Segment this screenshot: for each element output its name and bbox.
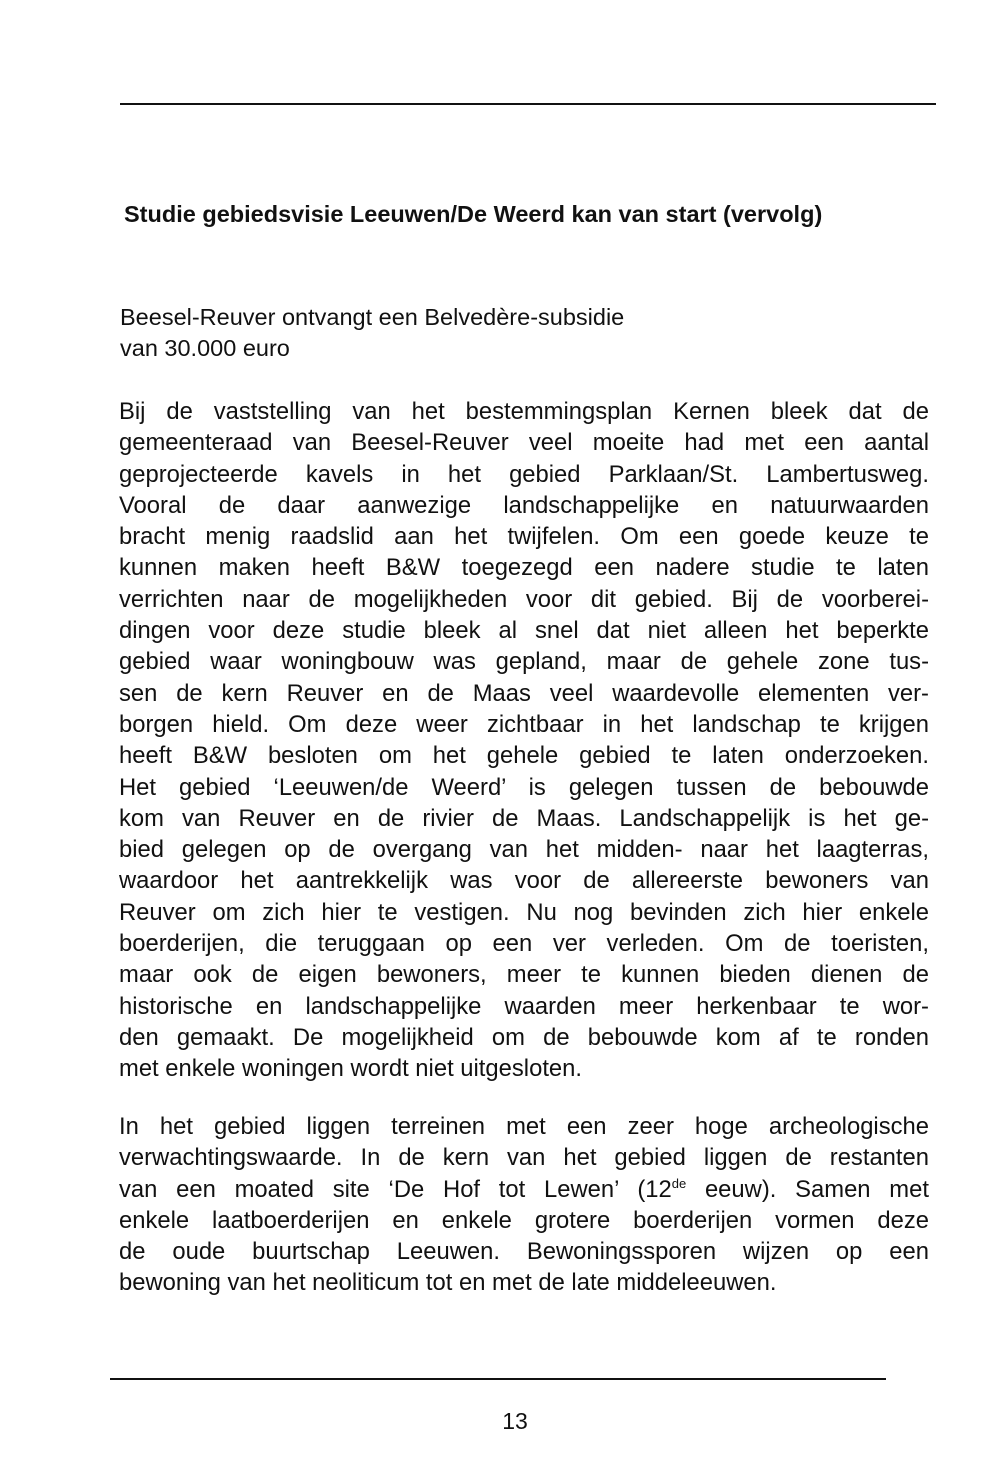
text-line: sen de kern Reuver en de Maas veel waardevolle elementen ver- — [119, 679, 929, 707]
text-line: waardoor het aantrekkelijk was voor de allereerste bewoners van — [119, 867, 929, 895]
text-fragment: eeuw). Samen met — [686, 1175, 929, 1203]
text-line: Bij de vaststelling van het bestemmingsplan Kernen bleek dat de — [119, 398, 929, 425]
subtitle-line: Beesel-Reuver ontvangt een Belvedère-subsidie — [120, 304, 625, 330]
text-line: de oude buurtschap Leeuwen. Bewoningssporen wijzen op een — [119, 1238, 929, 1266]
text-line: maar ook de eigen bewoners, meer te kunnen bieden dienen de — [119, 961, 929, 989]
page-title: Studie gebiedsvisie Leeuwen/De Weerd kan van start (vervolg) — [124, 201, 823, 227]
subtitle-line: van 30.000 euro — [120, 335, 290, 361]
page-number: 13 — [502, 1408, 528, 1434]
text-line: Het gebied ‘Leeuwen/de Weerd’ is gelegen tussen de bebouwde — [119, 773, 929, 801]
text-line: dingen voor deze studie bleek al snel dat niet alleen het beperkte — [119, 617, 929, 645]
text-line: kunnen maken heeft B&W toegezegd een nadere studie te laten — [119, 554, 929, 582]
text-line: geprojecteerde kavels in het gebied Parklaan/St. Lambertusweg. — [119, 460, 929, 488]
text-line: bewoning van het neoliticum tot en met de late middeleeuwen. — [119, 1269, 777, 1297]
text-line: bracht menig raadslid aan het twijfelen. Om een goede keuze te — [119, 523, 929, 551]
text-line: In het gebied liggen terreinen met een zeer hoge archeologische — [119, 1113, 929, 1140]
body-paragraph-2 — [119, 1111, 929, 1299]
text-line: Vooral de daar aanwezige landschappelijke en natuurwaarden — [119, 491, 929, 519]
text-fragment: van een moated site ‘De Hof tot Lewen’ (12 — [119, 1175, 672, 1203]
text-line: Reuver om zich hier te vestigen. Nu nog bevinden zich hier enkele — [119, 898, 929, 926]
bottom-rule — [110, 1378, 886, 1380]
text-line: gebied waar woningbouw was gepland, maar de gehele zone tus- — [119, 648, 929, 676]
body-paragraph-1 — [119, 396, 929, 1085]
text-line: historische en landschappelijke waarden meer herkenbaar te wor- — [119, 992, 929, 1020]
superscript: de — [671, 1175, 687, 1191]
text-line: gemeenteraad van Beesel-Reuver veel moeite had met een aantal — [119, 429, 929, 457]
subtitle — [120, 302, 820, 364]
text-line: verwachtingswaarde. In de kern van het gebied liggen de restanten — [119, 1144, 929, 1172]
text-line: enkele laatboerderijen en enkele grotere boerderijen vormen deze — [119, 1206, 929, 1234]
text-line: verrichten naar de mogelijkheden voor dit gebied. Bij de voorberei- — [119, 585, 929, 613]
text-line: bied gelegen op de overgang van het midden- naar het laagterras, — [119, 836, 929, 864]
top-rule — [120, 103, 936, 105]
text-line: boerderijen, die teruggaan op een ver verleden. Om de toeristen, — [119, 930, 929, 958]
text-line: met enkele woningen wordt niet uitgesloten. — [119, 1055, 583, 1083]
text-line: borgen hield. Om deze weer zichtbaar in het landschap te krijgen — [119, 710, 929, 738]
text-line: heeft B&W besloten om het gehele gebied te laten onderzoeken. — [119, 742, 929, 770]
text-line-with-superscript — [119, 1174, 929, 1205]
text-line: den gemaakt. De mogelijkheid om de bebouwde kom af te ronden — [119, 1023, 929, 1051]
text-line: kom van Reuver en de rivier de Maas. Landschappelijk is het ge- — [119, 804, 929, 832]
